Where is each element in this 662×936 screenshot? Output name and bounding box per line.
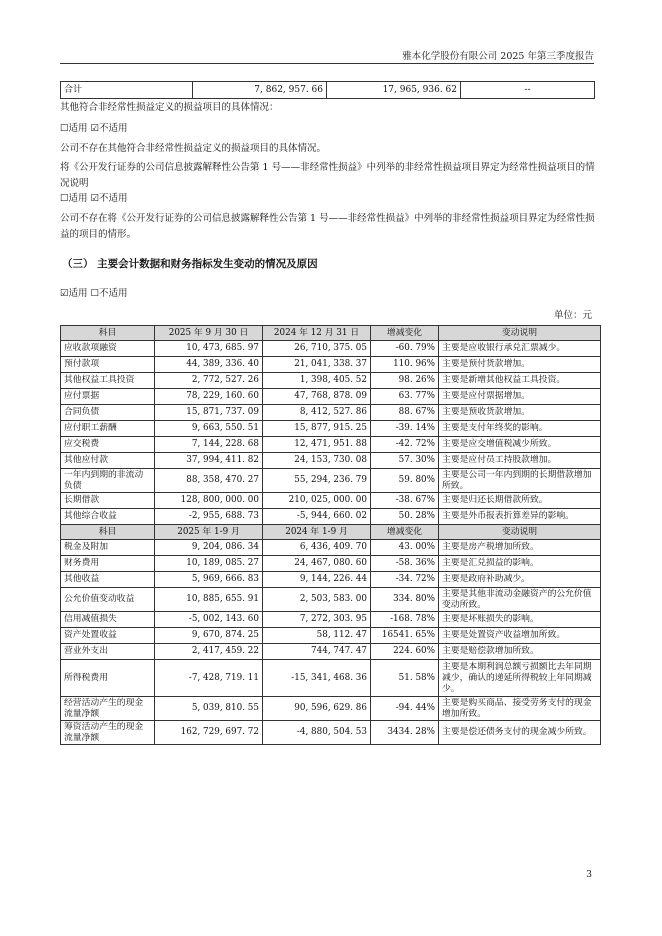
- row-item: 公允价值变动收益: [61, 588, 155, 612]
- total-value-current: 7, 862, 957. 66: [193, 82, 327, 99]
- financial-changes-table: [60, 325, 601, 745]
- row-explanation: 主要是坏账损失的影响。: [439, 612, 601, 628]
- row-current-value: 9, 204, 086. 34: [155, 540, 263, 556]
- row-item: 其他应付款: [61, 453, 155, 469]
- row-change: 88. 67%: [371, 405, 439, 421]
- row-change: 63. 77%: [371, 389, 439, 405]
- row-explanation: 主要是房产税增加所致。: [439, 540, 601, 556]
- row-item: 一年内到期的非流动负债: [61, 469, 155, 493]
- row-explanation: 主要是新增其他权益工具投资。: [439, 373, 601, 389]
- row-explanation: 主要是应付员工持股款增加。: [439, 453, 601, 469]
- row-item: 信用减值损失: [61, 612, 155, 628]
- total-table: [60, 81, 595, 99]
- row-item: 长期借款: [61, 493, 155, 509]
- row-item: 应付职工薪酬: [61, 421, 155, 437]
- row-prior-value: 47, 768, 878. 09: [263, 389, 371, 405]
- column-header: 科目: [61, 525, 155, 540]
- row-current-value: 162, 729, 697. 72: [155, 721, 263, 745]
- row-prior-value: 55, 294, 236. 79: [263, 469, 371, 493]
- row-current-value: 78, 229, 160. 60: [155, 389, 263, 405]
- paragraph-other-items: 其他符合非经常性损益定义的损益项目的具体情况：: [60, 102, 279, 113]
- applicability-2: ☐适用 ☑不适用: [60, 193, 128, 204]
- table-row: [61, 389, 601, 405]
- row-explanation: 主要是支付年终奖的影响。: [439, 421, 601, 437]
- table-row: [61, 493, 601, 509]
- row-current-value: 5, 969, 666. 83: [155, 572, 263, 588]
- section-title: （三） 主要会计数据和财务指标发生变动的情况及原因: [62, 258, 318, 270]
- row-prior-value: 7, 272, 303. 95: [263, 612, 371, 628]
- row-change: -38. 67%: [371, 493, 439, 509]
- row-change: 98. 26%: [371, 373, 439, 389]
- row-explanation: 主要是应收银行承兑汇票减少。: [439, 341, 601, 357]
- row-explanation: 主要是偿还债务支付的现金减少所致。: [439, 721, 601, 745]
- row-item: 其他权益工具投资: [61, 373, 155, 389]
- row-prior-value: 210, 025, 000. 00: [263, 493, 371, 509]
- row-change: 59. 80%: [371, 469, 439, 493]
- table-row: [61, 644, 601, 660]
- row-explanation: 主要是购买商品、接受劳务支付的现金增加所致。: [439, 697, 601, 721]
- paragraph-reclassification: 将《公开发行证券的公司信息披露解释性公告第 1 号——非经常性损益》中列举的非经常性损益项目界定为经常性损益项目的情况说明: [60, 162, 595, 189]
- row-current-value: 9, 670, 874. 25: [155, 628, 263, 644]
- row-change: 224. 60%: [371, 644, 439, 660]
- row-explanation: 主要是归还长期借款所致。: [439, 493, 601, 509]
- row-current-value: 9, 663, 550. 51: [155, 421, 263, 437]
- table-row: [61, 572, 601, 588]
- row-change: -58. 36%: [371, 556, 439, 572]
- row-item: 经营活动产生的现金流量净额: [61, 697, 155, 721]
- row-prior-value: 744, 747. 47: [263, 644, 371, 660]
- row-current-value: 7, 144, 228. 68: [155, 437, 263, 453]
- row-change: 51. 58%: [371, 660, 439, 697]
- row-current-value: 2, 772, 527. 26: [155, 373, 263, 389]
- row-change: -39. 14%: [371, 421, 439, 437]
- row-item: 其他综合收益: [61, 509, 155, 525]
- row-current-value: -5, 002, 143. 60: [155, 612, 263, 628]
- table-row: [61, 660, 601, 697]
- row-item: 财务费用: [61, 556, 155, 572]
- row-explanation: 主要是外币报表折算差异的影响。: [439, 509, 601, 525]
- table-row: [61, 612, 601, 628]
- row-explanation: 主要是政府补助减少。: [439, 572, 601, 588]
- row-prior-value: 90, 596, 629. 86: [263, 697, 371, 721]
- row-current-value: 2, 417, 459. 22: [155, 644, 263, 660]
- row-item: 应交税费: [61, 437, 155, 453]
- row-change: -168. 78%: [371, 612, 439, 628]
- total-note: --: [461, 82, 595, 99]
- applicability-3: ☑适用 ☐不适用: [60, 288, 128, 299]
- row-explanation: 主要是预收货款增加。: [439, 405, 601, 421]
- row-current-value: 15, 871, 737. 09: [155, 405, 263, 421]
- column-header: 2024 年 1-9 月: [263, 525, 371, 540]
- table-row: [61, 421, 601, 437]
- column-header: 科目: [61, 326, 155, 341]
- total-value-prior: 17, 965, 936. 62: [327, 82, 461, 99]
- row-current-value: 44, 389, 336. 40: [155, 357, 263, 373]
- row-change: -34. 72%: [371, 572, 439, 588]
- row-item: 资产处置收益: [61, 628, 155, 644]
- row-item: 应付票据: [61, 389, 155, 405]
- row-current-value: 5, 039, 810. 55: [155, 697, 263, 721]
- table-row: [61, 697, 601, 721]
- row-item: 其他收益: [61, 572, 155, 588]
- total-label: 合计: [61, 82, 193, 99]
- report-header: 雅本化学股份有限公司 2025 年第三季度报告: [402, 51, 594, 62]
- table-header-row: [61, 525, 601, 540]
- row-explanation: 主要是应交增值税减少所致。: [439, 437, 601, 453]
- header-divider: [60, 63, 594, 64]
- row-change: 43. 00%: [371, 540, 439, 556]
- row-change: -42. 72%: [371, 437, 439, 453]
- table-row: [61, 453, 601, 469]
- row-explanation: 主要是处置资产收益增加所致。: [439, 628, 601, 644]
- row-prior-value: 24, 467, 080. 60: [263, 556, 371, 572]
- row-explanation: 主要是本期利润总额亏损额比去年同期减少，确认的递延所得税较上年同期减少。: [439, 660, 601, 697]
- table-row: [61, 556, 601, 572]
- row-explanation: 主要是应付票据增加。: [439, 389, 601, 405]
- row-change: 50. 28%: [371, 509, 439, 525]
- row-current-value: 10, 189, 085. 27: [155, 556, 263, 572]
- row-prior-value: 1, 398, 405. 52: [263, 373, 371, 389]
- row-explanation: 主要是预付货款增加。: [439, 357, 601, 373]
- row-current-value: 128, 800, 000. 00: [155, 493, 263, 509]
- paragraph-no-reclassification: 公司不存在将《公开发行证券的公司信息披露解释性公告第 1 号——非经常性损益》中列举的非经常性损益项目界定为经常性损益的项目的情形。: [60, 213, 595, 240]
- column-header: 2025 年 1-9 月: [155, 525, 263, 540]
- row-prior-value: 15, 877, 915. 25: [263, 421, 371, 437]
- unit-label: 单位：元: [553, 310, 592, 321]
- column-header: 变动说明: [439, 326, 601, 341]
- table-row: [61, 341, 601, 357]
- row-current-value: 10, 885, 655. 91: [155, 588, 263, 612]
- table-row: [61, 628, 601, 644]
- row-prior-value: 8, 412, 527. 86: [263, 405, 371, 421]
- row-change: -60. 79%: [371, 341, 439, 357]
- row-item: 营业外支出: [61, 644, 155, 660]
- row-prior-value: 6, 436, 409. 70: [263, 540, 371, 556]
- row-item: 合同负债: [61, 405, 155, 421]
- table-row: [61, 540, 601, 556]
- row-prior-value: 26, 710, 375. 05: [263, 341, 371, 357]
- row-prior-value: -15, 341, 468. 36: [263, 660, 371, 697]
- row-current-value: 37, 994, 411. 82: [155, 453, 263, 469]
- total-row: [61, 82, 595, 99]
- row-item: 所得税费用: [61, 660, 155, 697]
- row-prior-value: 2, 503, 583. 00: [263, 588, 371, 612]
- row-change: 110. 96%: [371, 357, 439, 373]
- row-prior-value: 24, 153, 730. 08: [263, 453, 371, 469]
- table-row: [61, 469, 601, 493]
- table-row: [61, 721, 601, 745]
- table-header-row: [61, 326, 601, 341]
- row-prior-value: -5, 944, 660. 02: [263, 509, 371, 525]
- page-number: 3: [586, 870, 592, 880]
- row-change: 57. 30%: [371, 453, 439, 469]
- table-row: [61, 509, 601, 525]
- row-prior-value: -4, 880, 504. 53: [263, 721, 371, 745]
- column-header: 2024 年 12 月 31 日: [263, 326, 371, 341]
- row-prior-value: 21, 041, 338. 37: [263, 357, 371, 373]
- row-explanation: 主要是赔偿款增加所致。: [439, 644, 601, 660]
- row-change: 334. 80%: [371, 588, 439, 612]
- table-row: [61, 357, 601, 373]
- row-item: 应收款项融资: [61, 341, 155, 357]
- column-header: 2025 年 9 月 30 日: [155, 326, 263, 341]
- row-item: 筹资活动产生的现金流量净额: [61, 721, 155, 745]
- row-prior-value: 12, 471, 951. 88: [263, 437, 371, 453]
- table-row: [61, 373, 601, 389]
- table-row: [61, 588, 601, 612]
- row-current-value: -2, 955, 688. 73: [155, 509, 263, 525]
- table-row: [61, 405, 601, 421]
- row-current-value: 10, 473, 685. 97: [155, 341, 263, 357]
- row-explanation: 主要是汇兑损益的影响。: [439, 556, 601, 572]
- row-explanation: 主要是其他非流动金融资产的公允价值变动所致。: [439, 588, 601, 612]
- row-change: 3434. 28%: [371, 721, 439, 745]
- row-change: 16541. 65%: [371, 628, 439, 644]
- paragraph-no-other-items: 公司不存在其他符合非经常性损益定义的损益项目的具体情况。: [60, 143, 327, 154]
- row-item: 预付款项: [61, 357, 155, 373]
- row-prior-value: 58, 112. 47: [263, 628, 371, 644]
- row-prior-value: 9, 144, 226. 44: [263, 572, 371, 588]
- table-row: [61, 437, 601, 453]
- row-explanation: 主要是公司一年内到期的长期借款增加所致。: [439, 469, 601, 493]
- row-item: 税金及附加: [61, 540, 155, 556]
- applicability-1: ☐适用 ☑不适用: [60, 123, 128, 134]
- column-header: 变动说明: [439, 525, 601, 540]
- row-change: -94. 44%: [371, 697, 439, 721]
- column-header: 增减变化: [371, 326, 439, 341]
- column-header: 增减变化: [371, 525, 439, 540]
- row-current-value: 88, 358, 470. 27: [155, 469, 263, 493]
- row-current-value: -7, 428, 719. 11: [155, 660, 263, 697]
